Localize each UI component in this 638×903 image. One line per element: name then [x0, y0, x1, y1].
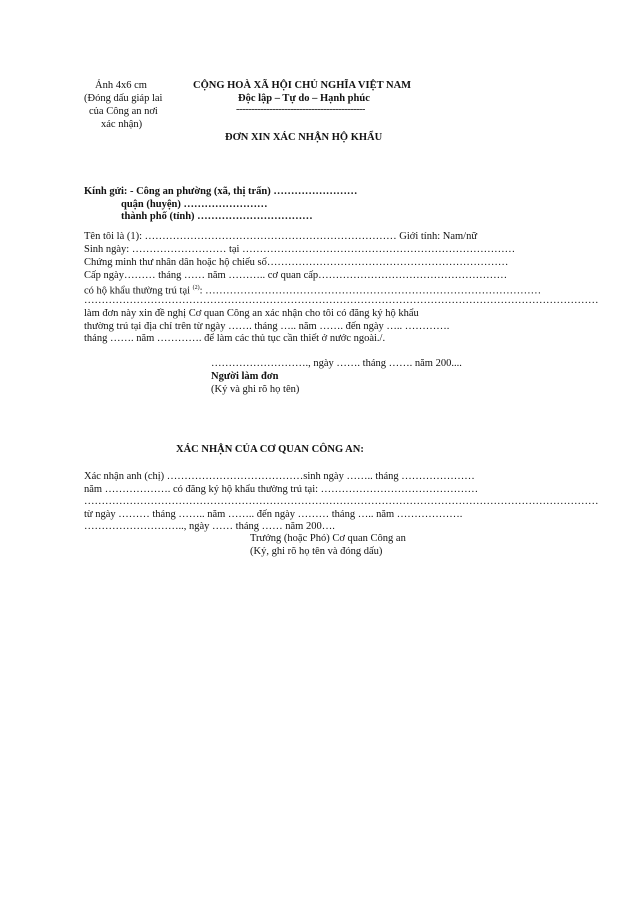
signature-date-line: ………………………., ngày ……. tháng ……. năm 200.... — [211, 358, 462, 369]
police-line4: từ ngày ……… tháng …….. năm …….. đến ngày ……… tháng ….. năm ………………. — [84, 509, 463, 520]
signature-note: (Ký và ghi rõ họ tên) — [211, 384, 300, 395]
police-line2: năm ………………. có đăng ký hộ khẩu thường trú tại: ……………………………………… — [84, 484, 479, 495]
body-issue-line: Cấp ngày……… tháng …… năm ……….. cơ quan cấp……………………………………………… — [84, 270, 508, 281]
national-motto: Độc lập – Tự do – Hạnh phúc — [238, 93, 370, 104]
body-name-line: Tên tôi là (1): ……………………………………………………………… Giới tính: Nam/nữ — [84, 231, 478, 242]
residence-superscript: (2) — [192, 285, 200, 291]
body-purpose-line: tháng ……. năm …………. để làm các thủ tục cần thiết ở nước ngoài./. — [84, 333, 386, 344]
body-period-line: thường trú tại địa chỉ trên từ ngày ……. tháng ….. năm ……. đến ngày ….. …………. — [84, 321, 450, 332]
police-signer: Trưởng (hoặc Phó) Cơ quan Công an — [250, 533, 406, 544]
police-line3: ………………………………………………………………………………………………………………………………… — [84, 496, 599, 507]
header-separator: ------------------------------------------- — [236, 104, 365, 115]
national-title: CỘNG HOÀ XÃ HỘI CHỦ NGHĨA VIỆT NAM — [193, 80, 412, 91]
residence-prefix: có hộ khẩu thường trú tại — [84, 285, 191, 297]
body-birth-line: Sinh ngày: ……………………… tại …………………………………………………………………… — [84, 244, 516, 255]
body-request-line: làm đơn này xin đề nghị Cơ quan Công an xác nhận cho tôi có đăng ký hộ khẩu — [84, 308, 419, 319]
signature-signer: Người làm đơn — [211, 371, 279, 382]
photo-note-line1: Ảnh 4x6 cm — [95, 80, 147, 91]
photo-note-line2: (Đóng dấu giáp lai — [84, 93, 163, 104]
recipient-line2: quận (huyện) …………………… — [121, 199, 268, 210]
police-line1: Xác nhận anh (chị) …………………………………sinh ngày …….. tháng ………………… — [84, 471, 475, 482]
photo-note-line4: xác nhận) — [101, 119, 143, 130]
police-section-title: XÁC NHẬN CỦA CƠ QUAN CÔNG AN: — [176, 444, 364, 455]
body-dotted-line: ………………………………………………………………………………………………………………………………… — [84, 295, 599, 306]
residence-rest: : …………………………………………………………………………………… — [199, 285, 542, 297]
recipient-line1: Kính gửi: - Công an phường (xã, thị trấn) …………………… — [84, 186, 358, 197]
body-id-line: Chứng minh thư nhân dân hoặc hộ chiếu số…………………………………………………………… — [84, 257, 509, 268]
recipient-line3: thành phố (tỉnh) …………………………… — [121, 211, 313, 222]
police-line5: ……………………….., ngày …… tháng …… năm 200…. — [84, 521, 335, 532]
form-title: ĐƠN XIN XÁC NHẬN HỘ KHẨU — [225, 132, 383, 143]
police-signer-note: (Ký, ghi rõ họ tên và đóng dấu) — [250, 546, 383, 557]
photo-note-line3: của Công an nơi — [89, 106, 158, 117]
